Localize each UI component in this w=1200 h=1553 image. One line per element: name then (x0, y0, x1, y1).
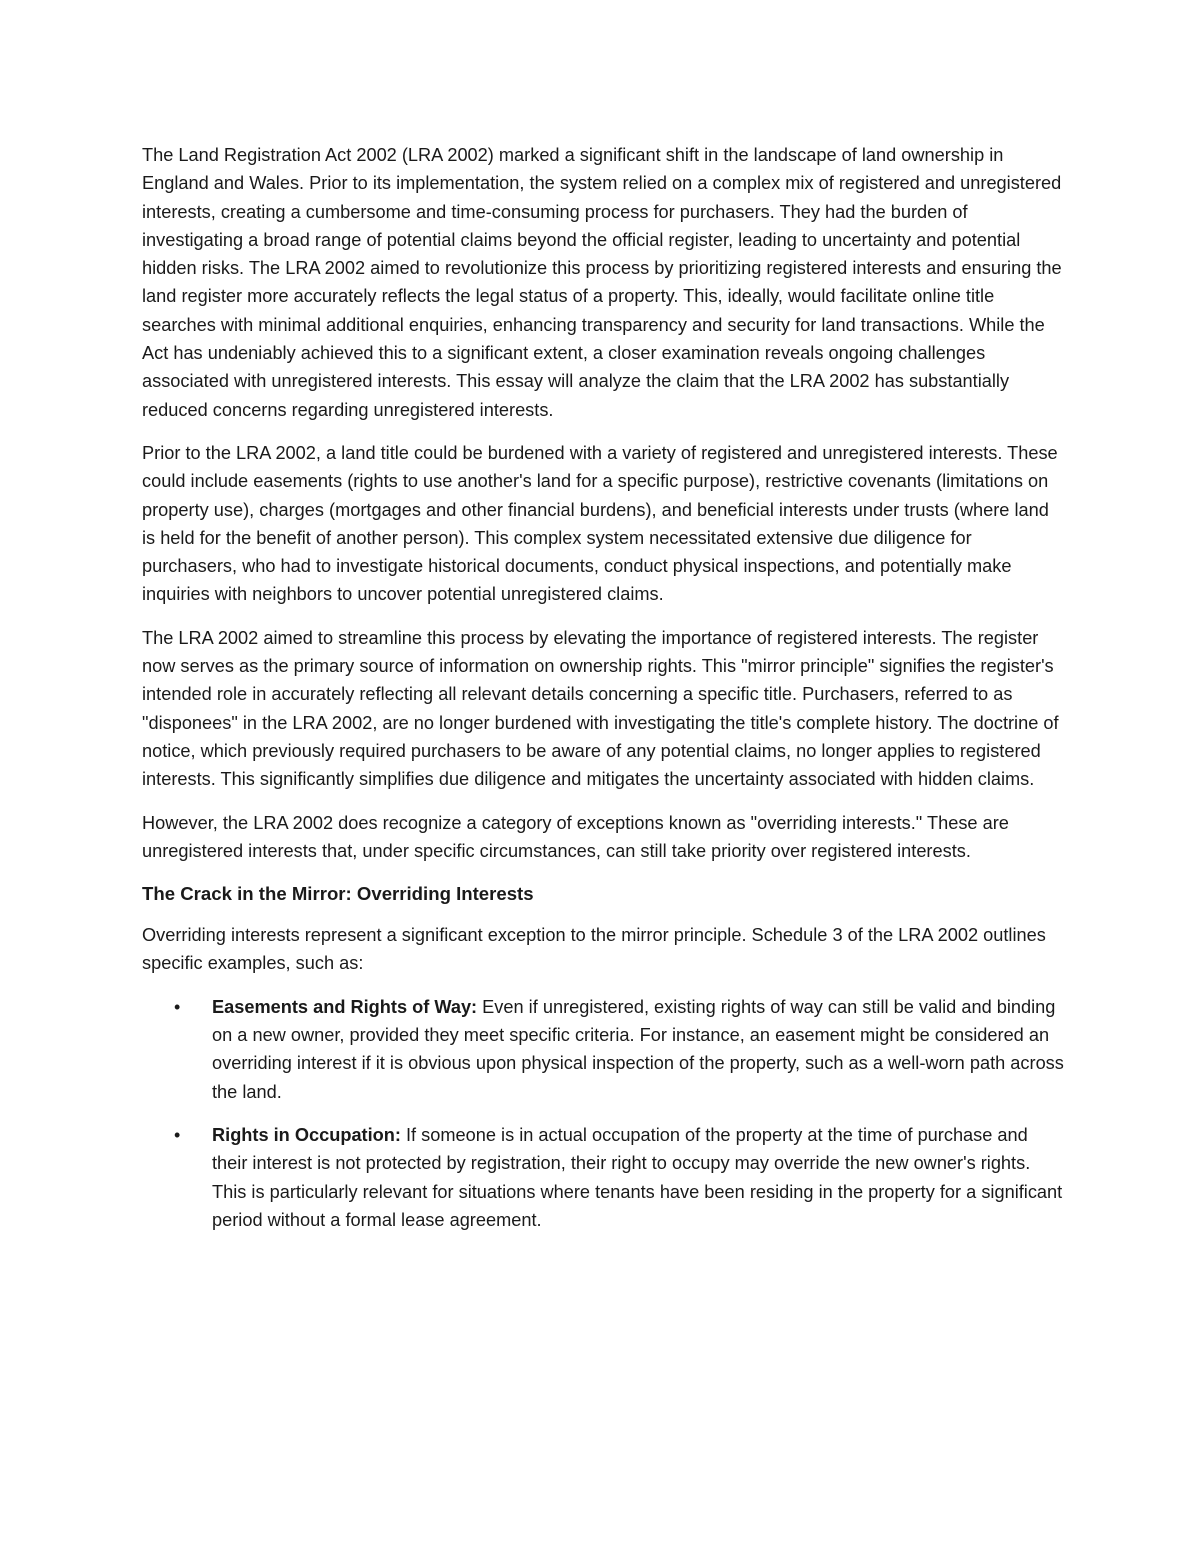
body-paragraph-3: The LRA 2002 aimed to streamline this process by elevating the importance of registered interests. The register now serves as the primary source of information on ownership rights. This "mirror principle" signifies the register's intended role in accurately reflecting all relevant details concerning a specific title. Purchasers, referred to as "disponees" in the LRA 2002, are no longer burdened with investigating the title's complete history. The doctrine of notice, which previously required purchasers to be aware of any potential claims, no longer applies to registered interests. This significantly simplifies due diligence and mitigates the uncertainty associated with hidden claims. (142, 627, 1059, 790)
list-item-term: Easements and Rights of Way: (212, 996, 478, 1017)
body-paragraph-2: Prior to the LRA 2002, a land title could be burdened with a variety of registered and unregistered interests. These could include easements (rights to use another's land for a specific purpose), restrictive covenants (limitations on property use), charges (mortgages and other financial burdens), and beneficial interests under trusts (where land is held for the benefit of another person). This complex system necessitated extensive due diligence for purchasers, who had to investigate historical documents, conduct physical inspections, and potentially make inquiries with neighbors to uncover potential unregistered claims. (142, 442, 1058, 605)
list-item (142, 993, 1064, 1106)
body-paragraph-4: However, the LRA 2002 does recognize a category of exceptions known as "overriding interests." These are unregistered interests that, under specific circumstances, can still take priority over registered interests. (142, 812, 1009, 861)
bullet-icon: • (174, 1124, 181, 1145)
list-item-text: If someone is in actual occupation of the property at the time of purchase and their interest is not protected by registration, their right to occupy may override the new owner's rights. This is particularly relevant for situations where tenants have been residing in the property for a significant period without a formal lease agreement. (212, 1124, 1063, 1230)
body-paragraph-1: The Land Registration Act 2002 (LRA 2002) marked a significant shift in the landscape of land ownership in England and Wales. Prior to its implementation, the system relied on a complex mix of registered and unregistered interests, creating a cumbersome and time-consuming process for purchasers. They had the burden of investigating a broad range of potential claims beyond the official register, leading to uncertainty and potential hidden risks. The LRA 2002 aimed to revolutionize this process by prioritizing registered interests and ensuring the land register more accurately reflects the legal status of a property. This, ideally, would facilitate online title searches with minimal additional enquiries, enhancing transparency and security for land transactions. While the Act has undeniably achieved this to a significant extent, a closer examination reveals ongoing challenges associated with unregistered interests. This essay will analyze the claim that the LRA 2002 has substantially reduced concerns regarding unregistered interests. (142, 145, 1062, 420)
list-item (142, 1121, 1064, 1234)
bullet-list (142, 993, 1064, 1234)
list-item-term: Rights in Occupation: (212, 1124, 401, 1145)
bullet-icon: • (174, 996, 181, 1017)
section-heading: The Crack in the Mirror: Overriding Interests (142, 883, 534, 905)
list-item-text: Even if unregistered, existing rights of way can still be valid and binding on a new owner, provided they meet specific criteria. For instance, an easement might be considered an overriding interest if it is obvious upon physical inspection of the property, such as a well-worn path across the land. (212, 996, 1064, 1102)
section-intro: Overriding interests represent a significant exception to the mirror principle. Schedule 3 of the LRA 2002 outlines specific examples, such as: (142, 925, 1046, 974)
document-page (142, 141, 1064, 1249)
